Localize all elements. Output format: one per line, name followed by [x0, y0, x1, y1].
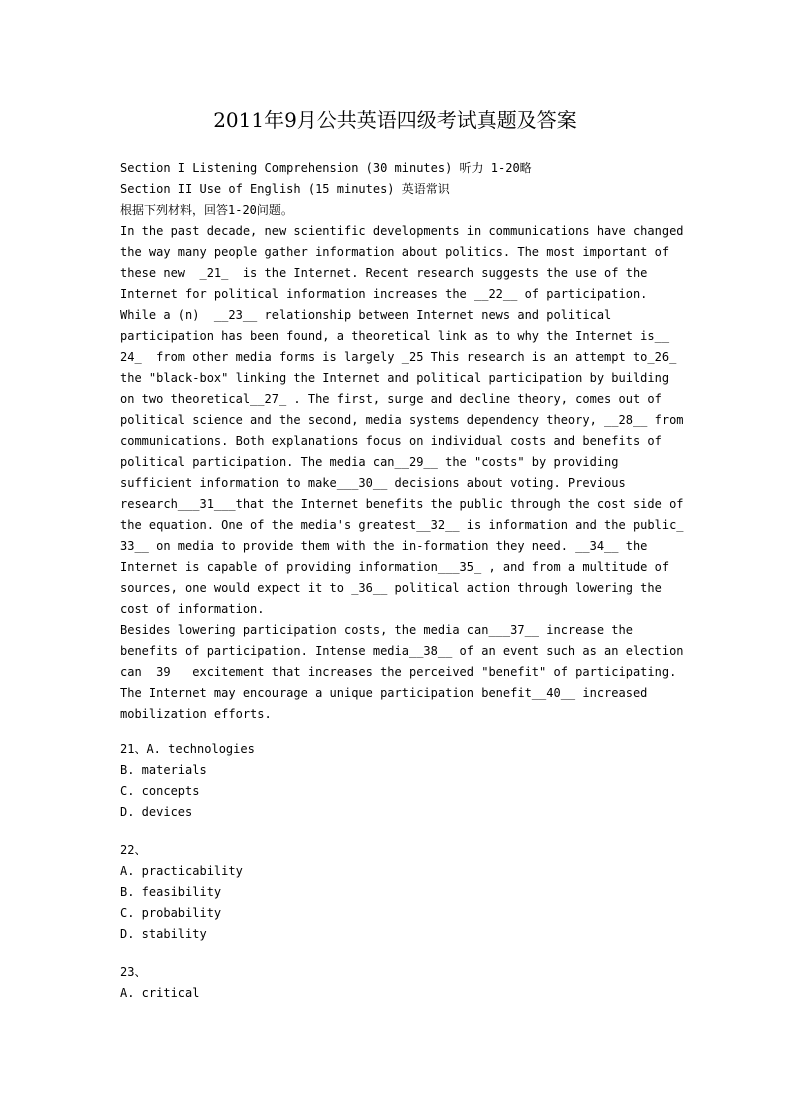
passage-line: on two theoretical__27_ . The first, surge and decline theory, comes out of: [120, 392, 662, 406]
passage-line: sufficient information to make___30__ decisions about voting. Previous: [120, 476, 626, 490]
question-gap: [120, 945, 680, 962]
question-option: A. critical: [120, 986, 200, 1000]
passage-line: research___31___that the Internet benefits the public through the cost side of: [120, 497, 684, 511]
passage-line: the "black-box" linking the Internet and political participation by building: [120, 371, 670, 385]
question-gap: [120, 823, 680, 840]
passage-line: Internet for political information increases the __22__ of participation.: [120, 287, 648, 301]
passage-line: participation has been found, a theoretical link as to why the Internet is__: [120, 329, 670, 343]
question-option: B. feasibility: [120, 885, 222, 899]
instruction-line: 根据下列材料，回答1-20问题。: [120, 203, 293, 217]
passage: [120, 221, 684, 725]
question-option: C. concepts: [120, 784, 200, 798]
passage-line: benefits of participation. Intense media__38__ of an event such as an election: [120, 644, 684, 658]
passage-line: 24_ from other media forms is largely _25 This research is an attempt to_26_: [120, 350, 677, 364]
question-number: 23、: [120, 965, 147, 979]
passage-line: the equation. One of the media's greatest__32__ is information and the public_: [120, 518, 684, 532]
section-2-line: Section II Use of English (15 minutes) 英语常识: [120, 182, 450, 196]
questions: [120, 739, 680, 1004]
passage-line: cost of information.: [120, 602, 265, 616]
section-1-line: Section I Listening Comprehension (30 minutes) 听力 1-20略: [120, 161, 532, 175]
passage-line: these new _21_ is the Internet. Recent research suggests the use of the: [120, 266, 648, 280]
question-option: D. devices: [120, 805, 193, 819]
question-option: D. stability: [120, 927, 207, 941]
question-option: C. probability: [120, 906, 222, 920]
passage-line: political participation. The media can__29__ the "costs" by providing: [120, 455, 619, 469]
passage-line: In the past decade, new scientific developments in communications have changed: [120, 224, 684, 238]
passage-line: political science and the second, media systems dependency theory, __28__ from: [120, 413, 684, 427]
question-option: A. practicability: [120, 864, 243, 878]
page-title: 2011年9月公共英语四级考试真题及答案: [213, 108, 577, 132]
question-option: B. materials: [120, 763, 207, 777]
question-number: 21、A. technologies: [120, 742, 255, 756]
question-number: 22、: [120, 843, 147, 857]
passage-line: 33__ on media to provide them with the in-formation they need. __34__ the: [120, 539, 648, 553]
passage-line: communications. Both explanations focus on individual costs and benefits of: [120, 434, 662, 448]
passage-line: While a (n) __23__ relationship between Internet news and political: [120, 308, 612, 322]
section-header: [120, 158, 680, 221]
passage-line: mobilization efforts.: [120, 707, 272, 721]
passage-line: sources, one would expect it to _36__ political action through lowering the: [120, 581, 662, 595]
passage-line: Besides lowering participation costs, the media can___37__ increase the: [120, 623, 633, 637]
passage-line: can 39 excitement that increases the perceived "benefit" of participating.: [120, 665, 677, 679]
passage-line: Internet is capable of providing information___35_ , and from a multitude of: [120, 560, 670, 574]
passage-line: The Internet may encourage a unique participation benefit__40__ increased: [120, 686, 648, 700]
passage-line: the way many people gather information about politics. The most important of: [120, 245, 670, 259]
